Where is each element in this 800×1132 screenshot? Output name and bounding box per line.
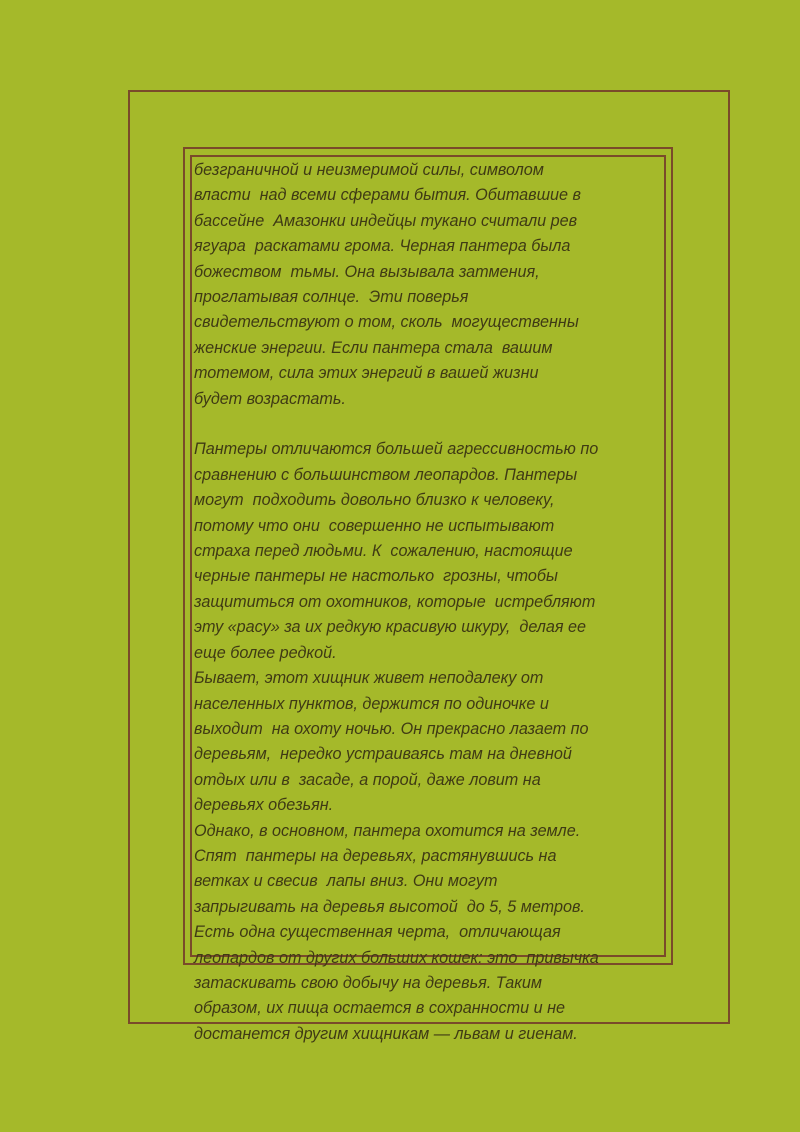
text-line: запрыгивать на деревья высотой до 5, 5 метров. bbox=[194, 897, 585, 916]
text-line: проглатывая солнце. Эти поверья bbox=[194, 288, 469, 307]
text-line: достанется другим хищникам — львам и гиенам. bbox=[194, 1024, 578, 1043]
text-line: сравнению с большинством леопардов. Пантеры bbox=[194, 465, 578, 484]
text-line: тотемом, сила этих энергий в вашей жизни bbox=[194, 364, 539, 383]
text-line: бассейне Амазонки индейцы тукано считали рев bbox=[194, 211, 578, 230]
text-line: будет возрастать. bbox=[194, 389, 346, 408]
text-line: Есть одна существенная черта, отличающая bbox=[194, 923, 561, 942]
text-line: черные пантеры не настолько грозны, чтобы bbox=[194, 567, 558, 586]
text-line: Спят пантеры на деревьях, растянувшись на bbox=[194, 846, 557, 865]
paragraph-gap bbox=[194, 412, 669, 437]
text-line: отдых или в засаде, а порой, даже ловит на bbox=[194, 770, 541, 789]
text-line: выходит на охоту ночью. Он прекрасно лазает по bbox=[194, 719, 589, 738]
text-line: страха перед людьми. К сожалению, настоящие bbox=[194, 542, 573, 561]
text-line: Пантеры отличаются большей агрессивностью по bbox=[194, 440, 599, 459]
text-line: могут подходить довольно близко к человеку, bbox=[194, 491, 555, 510]
text-line: власти над всеми сферами бытия. Обитавшие в bbox=[194, 186, 581, 205]
text-line: затаскивать свою добычу на деревья. Таким bbox=[194, 973, 543, 992]
text-line: еще более редкой. bbox=[194, 643, 337, 662]
text-line: ветках и свесив лапы вниз. Они могут bbox=[194, 872, 498, 891]
paragraph-3 bbox=[194, 666, 669, 818]
text-line: леопардов от других больших кошек: это привычка bbox=[194, 948, 599, 967]
text-line: божеством тьмы. Она вызывала затмения, bbox=[194, 262, 540, 281]
paragraph-2 bbox=[194, 437, 669, 666]
text-line: эту «расу» за их редкую красивую шкуру, делая ее bbox=[194, 618, 587, 637]
text-line: защититься от охотников, которые истребляют bbox=[194, 592, 596, 611]
text-line: населенных пунктов, держится по одиночке и bbox=[194, 694, 549, 713]
text-line: образом, их пища остается в сохранности и не bbox=[194, 999, 566, 1018]
paragraph-1 bbox=[194, 158, 669, 412]
text-line: свидетельствуют о том, сколь могущественны bbox=[194, 313, 579, 332]
text-line: Бывает, этот хищник живет неподалеку от bbox=[194, 669, 544, 688]
text-line: безграничной и неизмеримой силы, символом bbox=[194, 161, 544, 179]
body-text bbox=[194, 158, 669, 1047]
text-line: потому что они совершенно не испытывают bbox=[194, 516, 555, 535]
paragraph-4 bbox=[194, 819, 669, 1048]
text-line: женские энергии. Если пантера стала вашим bbox=[194, 338, 553, 357]
text-line: Однако, в основном, пантера охотится на земле. bbox=[194, 821, 581, 840]
text-line: деревьях обезьян. bbox=[194, 796, 334, 815]
text-line: деревьям, нередко устраиваясь там на дневной bbox=[194, 745, 572, 764]
text-line: ягуара раскатами грома. Черная пантера была bbox=[194, 237, 571, 256]
